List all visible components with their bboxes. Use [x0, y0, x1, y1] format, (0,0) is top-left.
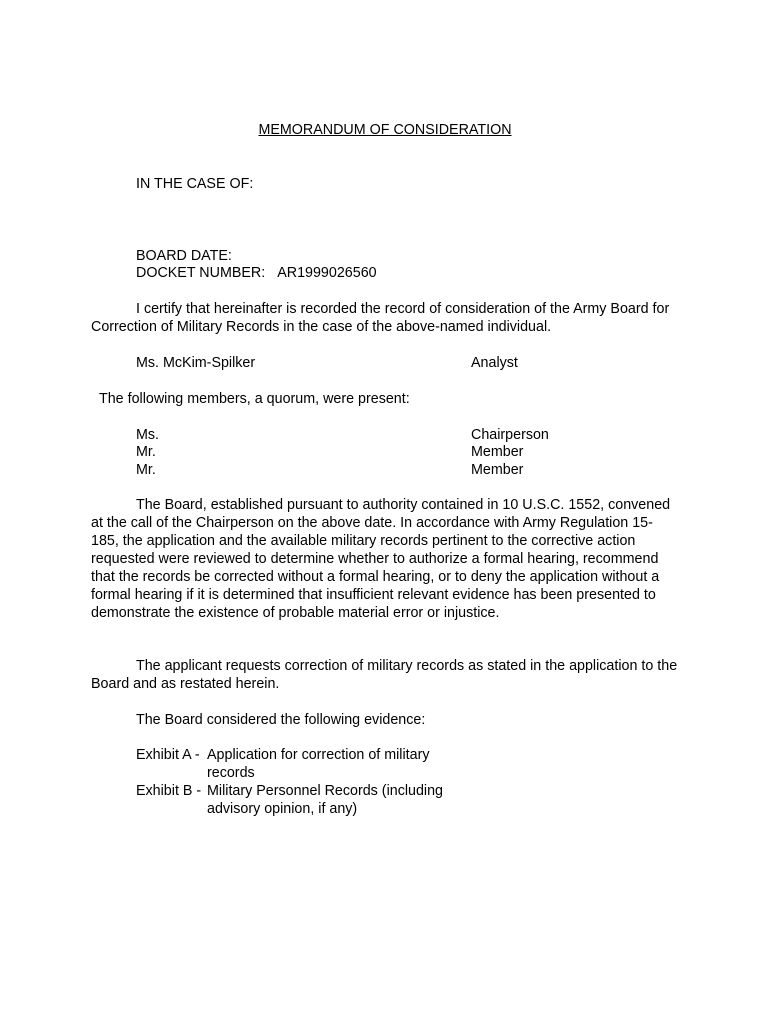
- exhibit-description: Application for correction of military records: [207, 747, 430, 781]
- case-label: IN THE CASE OF:: [136, 176, 254, 192]
- board-date-label: BOARD DATE:: [136, 248, 232, 264]
- docket-label: DOCKET NUMBER:: [136, 265, 266, 281]
- evidence-intro: The Board considered the following evidence:: [136, 712, 426, 728]
- member-name: Mr.: [136, 444, 156, 460]
- applicant-paragraph: The applicant requests correction of military records as stated in the application to the Board and as restated herein.: [91, 658, 678, 692]
- member-name: Mr.: [136, 462, 156, 478]
- docket-line: [136, 264, 377, 282]
- member-name: Ms.: [136, 427, 160, 443]
- analyst-name: Ms. McKim-Spilker: [136, 355, 256, 371]
- members-intro: The following members, a quorum, were present:: [99, 391, 410, 407]
- exhibit-description: Military Personnel Records (including advisory opinion, if any): [207, 783, 443, 817]
- member-role: Member: [471, 462, 524, 478]
- member-role: Chairperson: [471, 427, 549, 443]
- certify-paragraph: I certify that hereinafter is recorded the record of consideration of the Army Board for Correction of Military Records in the case of the above-named individual.: [91, 301, 670, 335]
- exhibit-label: Exhibit B -: [136, 783, 202, 799]
- exhibit-label: Exhibit A -: [136, 747, 200, 763]
- analyst-role: Analyst: [471, 355, 518, 371]
- member-role: Member: [471, 444, 524, 460]
- document-title: MEMORANDUM OF CONSIDERATION: [258, 122, 512, 138]
- board-paragraph: The Board, established pursuant to authority contained in 10 U.S.C. 1552, convened at the call of the Chairperson on the above date. In accordance with Army Regulation 15-185, the application and the available military records pertinent to the corrective action requested were reviewed to determine whether to authorize a formal hearing, recommend that the records be corrected without a formal hearing, or to deny the application without a formal hearing if it is determined that insufficient relevant evidence has been presented to demonstrate the existence of probable material error or injustice.: [91, 497, 671, 621]
- docket-number: AR1999026560: [277, 265, 377, 281]
